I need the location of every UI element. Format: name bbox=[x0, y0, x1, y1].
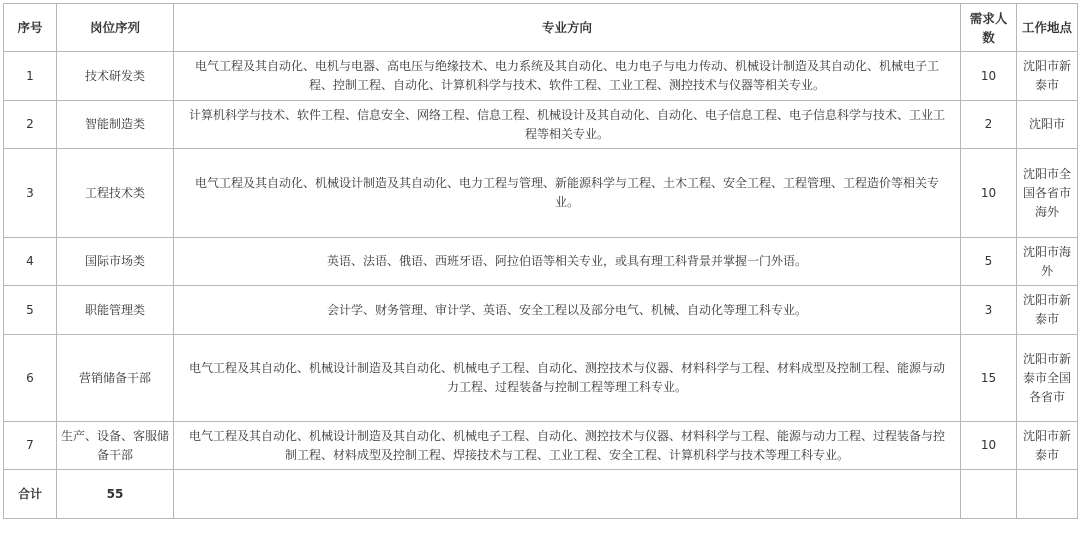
total-empty-location bbox=[1017, 470, 1078, 519]
cell-count: 10 bbox=[961, 149, 1017, 238]
cell-category: 技术研发类 bbox=[57, 52, 174, 101]
cell-no: 6 bbox=[4, 335, 57, 422]
cell-major: 英语、法语、俄语、西班牙语、阿拉伯语等相关专业，或具有理工科背景并掌握一门外语。 bbox=[174, 238, 961, 286]
cell-no: 2 bbox=[4, 101, 57, 149]
cell-no: 1 bbox=[4, 52, 57, 101]
cell-count: 5 bbox=[961, 238, 1017, 286]
cell-category: 工程技术类 bbox=[57, 149, 174, 238]
cell-category: 智能制造类 bbox=[57, 101, 174, 149]
cell-location: 沈阳市新泰市 bbox=[1017, 286, 1078, 335]
cell-count: 10 bbox=[961, 52, 1017, 101]
total-label: 合计 bbox=[4, 470, 57, 519]
cell-count: 3 bbox=[961, 286, 1017, 335]
cell-no: 4 bbox=[4, 238, 57, 286]
recruitment-table bbox=[3, 3, 1078, 519]
header-count: 需求人数 bbox=[961, 4, 1017, 52]
table-row bbox=[4, 238, 1078, 286]
cell-location: 沈阳市 bbox=[1017, 101, 1078, 149]
cell-no: 7 bbox=[4, 422, 57, 470]
total-row bbox=[4, 470, 1078, 519]
cell-major: 电气工程及其自动化、电机与电器、高电压与绝缘技术、电力系统及其自动化、电力电子与电力传动、机械设计制造及其自动化、机械电子工程、控制工程、自动化、计算机科学与技术、软件工程、工业工程、测控技术与仪器等相关专业。 bbox=[174, 52, 961, 101]
cell-major: 电气工程及其自动化、机械设计制造及其自动化、电力工程与管理、新能源科学与工程、土木工程、安全工程、工程管理、工程造价等相关专业。 bbox=[174, 149, 961, 238]
table-row bbox=[4, 101, 1078, 149]
cell-count: 10 bbox=[961, 422, 1017, 470]
table-row bbox=[4, 335, 1078, 422]
header-location: 工作地点 bbox=[1017, 4, 1078, 52]
cell-no: 3 bbox=[4, 149, 57, 238]
total-empty-count bbox=[961, 470, 1017, 519]
table-row bbox=[4, 52, 1078, 101]
header-category: 岗位序列 bbox=[57, 4, 174, 52]
cell-category: 营销储备干部 bbox=[57, 335, 174, 422]
table-row bbox=[4, 286, 1078, 335]
cell-location: 沈阳市新泰市 bbox=[1017, 422, 1078, 470]
cell-location: 沈阳市新泰市 bbox=[1017, 52, 1078, 101]
cell-no: 5 bbox=[4, 286, 57, 335]
cell-location: 沈阳市全国各省市海外 bbox=[1017, 149, 1078, 238]
cell-major: 电气工程及其自动化、机械设计制造及其自动化、机械电子工程、自动化、测控技术与仪器、材料科学与工程、能源与动力工程、过程装备与控制工程、材料成型及控制工程、焊接技术与工程、工业工程、安全工程、计算机科学与技术等理工科专业。 bbox=[174, 422, 961, 470]
total-value: 55 bbox=[57, 470, 174, 519]
cell-category: 职能管理类 bbox=[57, 286, 174, 335]
cell-category: 国际市场类 bbox=[57, 238, 174, 286]
cell-major: 会计学、财务管理、审计学、英语、安全工程以及部分电气、机械、自动化等理工科专业。 bbox=[174, 286, 961, 335]
cell-location: 沈阳市海外 bbox=[1017, 238, 1078, 286]
cell-count: 2 bbox=[961, 101, 1017, 149]
cell-major: 电气工程及其自动化、机械设计制造及其自动化、机械电子工程、自动化、测控技术与仪器、材料科学与工程、材料成型及控制工程、能源与动力工程、过程装备与控制工程等理工科专业。 bbox=[174, 335, 961, 422]
cell-category: 生产、设备、客服储备干部 bbox=[57, 422, 174, 470]
cell-major: 计算机科学与技术、软件工程、信息安全、网络工程、信息工程、机械设计及其自动化、自动化、电子信息工程、电子信息科学与技术、工业工程等相关专业。 bbox=[174, 101, 961, 149]
table-row bbox=[4, 149, 1078, 238]
table-row bbox=[4, 422, 1078, 470]
cell-count: 15 bbox=[961, 335, 1017, 422]
total-empty-major bbox=[174, 470, 961, 519]
cell-location: 沈阳市新泰市全国各省市 bbox=[1017, 335, 1078, 422]
header-row bbox=[4, 4, 1078, 52]
header-no: 序号 bbox=[4, 4, 57, 52]
header-major: 专业方向 bbox=[174, 4, 961, 52]
